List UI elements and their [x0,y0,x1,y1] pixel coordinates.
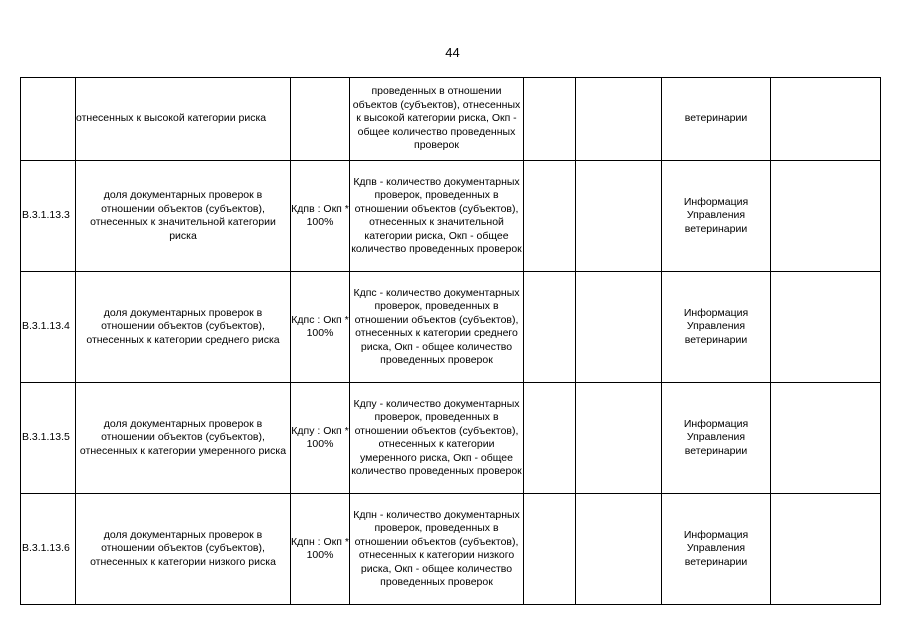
indicator-formula: Кдпс : Окп * 100% [291,272,350,383]
indicator-code: В.3.1.13.6 [21,494,76,605]
empty-cell [771,272,881,383]
data-source: Информация Управления ветеринарии [662,383,771,494]
empty-cell [524,494,576,605]
indicator-code: В.3.1.13.4 [21,272,76,383]
indicator-table [20,77,881,605]
empty-cell [771,494,881,605]
indicator-description: Кдпн - количество документарных проверок, проведенных в отношении объектов (субъектов), отнесенных к категории низкого риска, Окп - общее количество проведенных проверок [350,494,524,605]
indicator-code [21,78,76,161]
data-source: Информация Управления ветеринарии [662,161,771,272]
empty-cell [771,383,881,494]
empty-cell [524,161,576,272]
indicator-name: доля документарных проверок в отношении объектов (субъектов), отнесенных к категории умеренного риска [76,383,291,494]
indicator-description: Кдпв - количество документарных проверок, проведенных в отношении объектов (субъектов), отнесенных к значительной категории риска, Окп - общее количество проведенных проверок [350,161,524,272]
indicator-code: В.3.1.13.5 [21,383,76,494]
table-row [21,383,881,494]
indicator-code: В.3.1.13.3 [21,161,76,272]
page-number: 44 [445,45,460,60]
indicator-formula: Кдпу : Окп * 100% [291,383,350,494]
empty-cell [524,383,576,494]
indicator-name: доля документарных проверок в отношении объектов (субъектов), отнесенных к категории низкого риска [76,494,291,605]
data-source: Информация Управления ветеринарии [662,272,771,383]
empty-cell [576,494,662,605]
empty-cell [771,161,881,272]
table-row [21,272,881,383]
empty-cell [576,161,662,272]
empty-cell [524,272,576,383]
data-source: Информация Управления ветеринарии [662,494,771,605]
indicator-formula: Кдпн : Окп * 100% [291,494,350,605]
empty-cell [771,78,881,161]
indicator-name: доля документарных проверок в отношении объектов (субъектов), отнесенных к значительной категории риска [76,161,291,272]
data-source: ветеринарии [662,78,771,161]
indicator-formula [291,78,350,161]
indicator-name: отнесенных к высокой категории риска [76,78,291,161]
table-row [21,78,881,161]
indicator-description: Кдпс - количество документарных проверок, проведенных в отношении объектов (субъектов), отнесенных к категории среднего риска, Окп - общее количество проведенных проверок [350,272,524,383]
indicator-description: Кдпу - количество документарных проверок, проведенных в отношении объектов (субъектов), отнесенных к категории умеренного риска, Окп - общее количество проведенных проверок [350,383,524,494]
table-row [21,494,881,605]
indicator-name: доля документарных проверок в отношении объектов (субъектов), отнесенных к категории среднего риска [76,272,291,383]
indicator-formula: Кдпв : Окп * 100% [291,161,350,272]
empty-cell [576,272,662,383]
indicator-description: проведенных в отношении объектов (субъектов), отнесенных к высокой категории риска, Окп - общее количество проведенных проверок [350,78,524,161]
empty-cell [576,383,662,494]
empty-cell [524,78,576,161]
table-row [21,161,881,272]
empty-cell [576,78,662,161]
